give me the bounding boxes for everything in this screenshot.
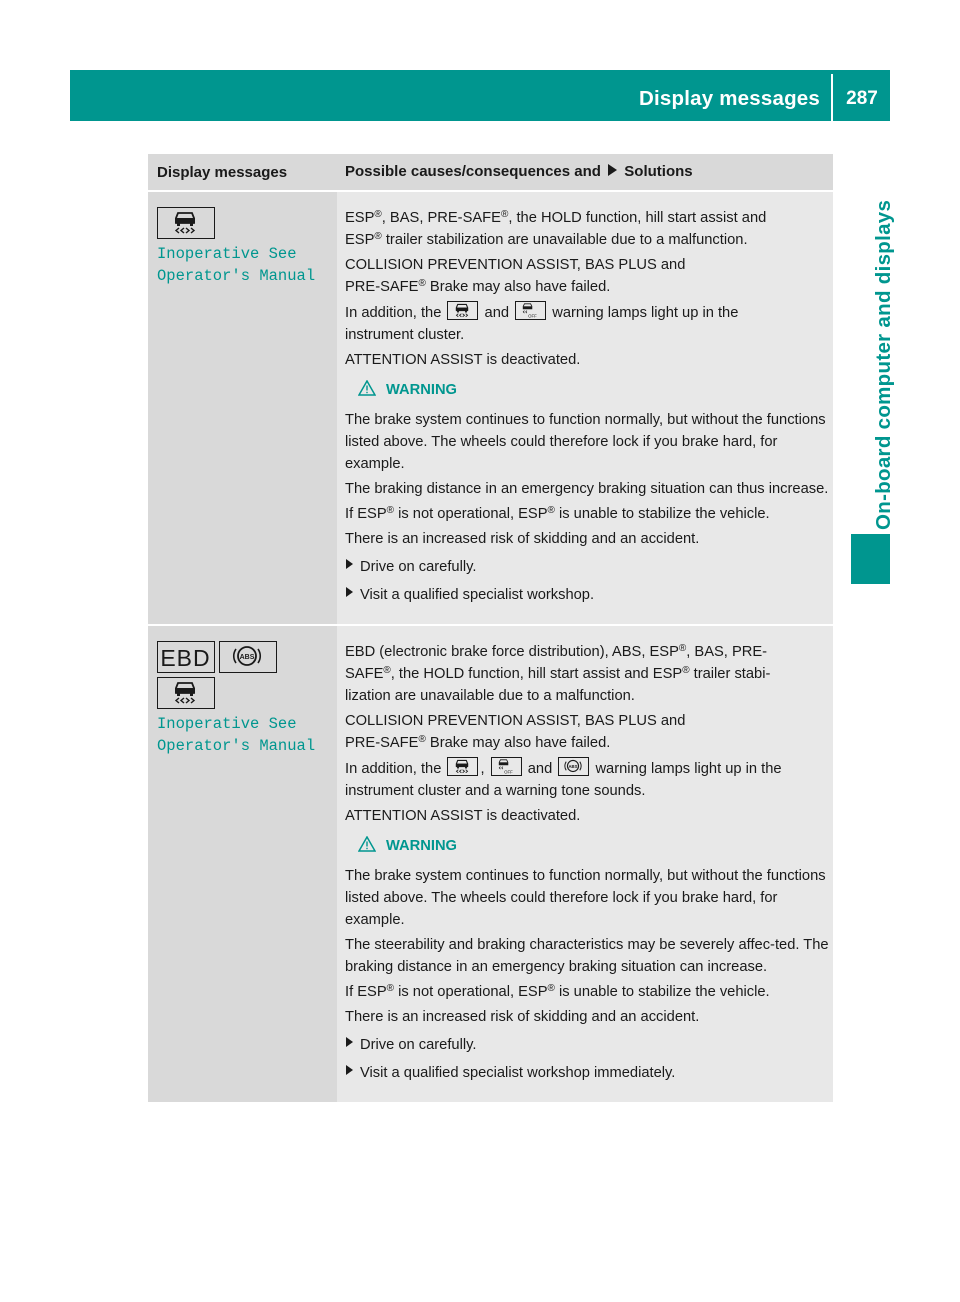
- warning-paragraph: The braking distance in an emergency braking situation can thus increase.: [345, 481, 829, 497]
- solution-cell: [337, 625, 833, 1102]
- message-cell: [148, 191, 337, 625]
- esp-off-icon: [515, 301, 546, 320]
- warning-paragraph: The steerability and braking characteristics may be severely affec-ted. The braking distance in an emergency braking situation can increase.: [345, 937, 829, 975]
- solution-cell: [337, 191, 833, 625]
- cause-paragraph: ATTENTION ASSIST is deactivated.: [345, 808, 581, 824]
- warning-triangle-icon: [358, 836, 376, 859]
- esp-off-icon: [491, 757, 522, 776]
- table-row: [148, 191, 833, 625]
- table-row: [148, 625, 833, 1102]
- warning-paragraph: The brake system continues to function normally, but without the functions listed above. The wheels could therefore lock if you brake hard, for example.: [345, 868, 826, 928]
- header-title: Display messages: [639, 87, 820, 110]
- step-arrow-icon: [345, 1034, 354, 1056]
- column-header-solutions: Possible causes/consequences and Solutions: [337, 154, 833, 191]
- esp-warning-icon: [157, 207, 215, 239]
- solution-step: Drive on carefully.: [345, 556, 833, 578]
- warning-paragraph: There is an increased risk of skidding and an accident.: [345, 1009, 700, 1025]
- warning-triangle-icon: [358, 380, 376, 403]
- warning-heading: WARNING: [345, 379, 833, 403]
- cause-paragraph: In addition, the , and warning lamps light up in the instrument cluster and a warning tone sounds.: [345, 757, 833, 802]
- warning-paragraph: If ESP® is not operational, ESP® is unable to stabilize the vehicle.: [345, 505, 770, 522]
- step-arrow-icon: [345, 556, 354, 578]
- header-bar: [70, 70, 890, 121]
- step-arrow-icon: [345, 584, 354, 606]
- warning-paragraph: There is an increased risk of skidding and an accident.: [345, 531, 700, 547]
- solution-step: Drive on carefully.: [345, 1034, 833, 1056]
- cause-paragraph: COLLISION PREVENTION ASSIST, BAS PLUS and PRE-SAFE® Brake may also have failed.: [345, 257, 686, 295]
- warning-heading: WARNING: [345, 835, 833, 859]
- display-message-text: Inoperative See Operator's Manual: [157, 245, 316, 285]
- warning-paragraph: The brake system continues to function normally, but without the functions listed above. The wheels could therefore lock if you brake hard, for example.: [345, 412, 826, 472]
- display-messages-table: [148, 154, 833, 1102]
- solution-step: Visit a qualified specialist workshop immediately.: [345, 1062, 833, 1084]
- cause-paragraph: COLLISION PREVENTION ASSIST, BAS PLUS and PRE-SAFE® Brake may also have failed.: [345, 713, 686, 751]
- arrow-right-icon: [607, 163, 618, 181]
- esp-warning-icon: [157, 677, 215, 709]
- cause-paragraph: ESP®, BAS, PRE-SAFE®, the HOLD function, hill start assist and ESP® trailer stabilization are unavailable due to a malfunction.: [345, 209, 767, 248]
- cause-paragraph: EBD (electronic brake force distribution), ABS, ESP®, BAS, PRE- SAFE®, the HOLD function, hill start assist and ESP® trailer stabi- lization are unavailable due to a malfunction.: [345, 643, 771, 704]
- cause-paragraph: ATTENTION ASSIST is deactivated.: [345, 352, 581, 368]
- page-number: 287: [846, 88, 878, 109]
- column-header-messages: Display messages: [148, 154, 337, 191]
- solution-step: Visit a qualified specialist workshop.: [345, 584, 833, 606]
- header-divider: [831, 74, 833, 121]
- cause-paragraph: In addition, the and warning lamps light up in the instrument cluster.: [345, 301, 833, 346]
- ebd-warning-icon: EBD: [157, 641, 215, 673]
- warning-paragraph: If ESP® is not operational, ESP® is unable to stabilize the vehicle.: [345, 983, 770, 1000]
- abs-warning-icon: [219, 641, 277, 673]
- abs-icon: [558, 757, 589, 776]
- esp-icon: [447, 301, 478, 320]
- step-arrow-icon: [345, 1062, 354, 1084]
- esp-icon: [447, 757, 478, 776]
- message-cell: [148, 625, 337, 1102]
- display-message-text: Inoperative See Operator's Manual: [157, 715, 316, 755]
- side-tab-marker: [851, 534, 890, 584]
- side-tab-label: On-board computer and displays: [872, 199, 895, 530]
